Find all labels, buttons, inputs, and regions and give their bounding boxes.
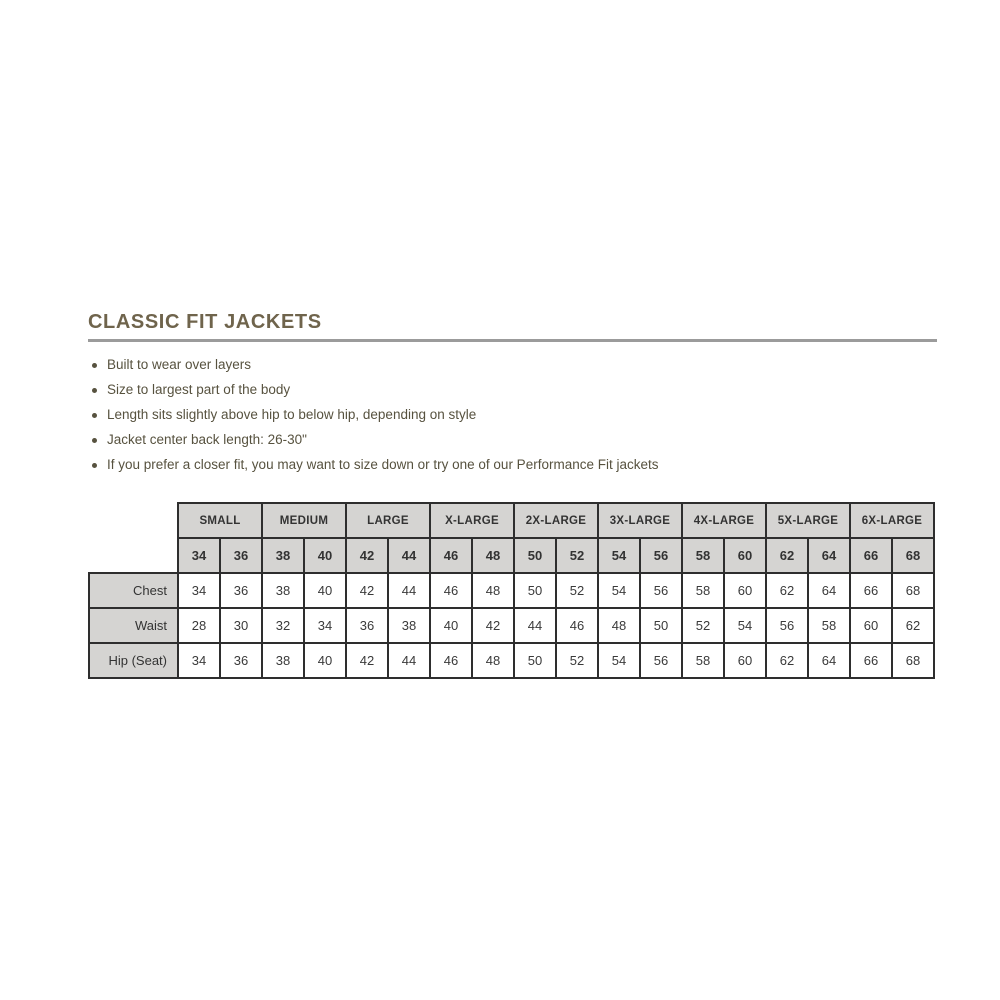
- row-label-cell: Hip (Seat): [89, 643, 178, 678]
- measurement-value-cell: 68: [892, 643, 934, 678]
- measurement-value-cell: 44: [514, 608, 556, 643]
- measurement-value-cell: 48: [598, 608, 640, 643]
- measurement-value-cell: 52: [682, 608, 724, 643]
- measurement-value-cell: 62: [766, 643, 808, 678]
- measurement-value-cell: 38: [262, 643, 304, 678]
- header-numeric-size-cell: 68: [892, 538, 934, 573]
- measurement-value-cell: 48: [472, 573, 514, 608]
- header-numeric-size-cell: 58: [682, 538, 724, 573]
- measurement-value-cell: 38: [388, 608, 430, 643]
- measurement-value-cell: 68: [892, 573, 934, 608]
- header-size-group-cell: X-LARGE: [430, 503, 514, 538]
- measurement-value-cell: 40: [430, 608, 472, 643]
- measurement-value-cell: 48: [472, 643, 514, 678]
- measurement-value-cell: 46: [556, 608, 598, 643]
- measurement-value-cell: 58: [808, 608, 850, 643]
- measurement-value-cell: 50: [514, 573, 556, 608]
- measurement-value-cell: 44: [388, 643, 430, 678]
- feature-item: Length sits slightly above hip to below hip, depending on style: [88, 408, 658, 422]
- header-numeric-size-cell: 52: [556, 538, 598, 573]
- measurement-value-cell: 56: [640, 573, 682, 608]
- measurement-value-cell: 38: [262, 573, 304, 608]
- measurement-value-cell: 46: [430, 573, 472, 608]
- header-size-group-cell: SMALL: [178, 503, 262, 538]
- measurement-value-cell: 34: [304, 608, 346, 643]
- measurement-value-cell: 50: [640, 608, 682, 643]
- table-corner-cell: [89, 503, 178, 573]
- header-numeric-size-cell: 60: [724, 538, 766, 573]
- measurement-value-cell: 52: [556, 573, 598, 608]
- header-size-group-cell: LARGE: [346, 503, 430, 538]
- measurement-value-cell: 34: [178, 643, 220, 678]
- measurement-value-cell: 30: [220, 608, 262, 643]
- header-numeric-size-cell: 44: [388, 538, 430, 573]
- measurement-value-cell: 66: [850, 573, 892, 608]
- measurement-value-cell: 54: [598, 643, 640, 678]
- feature-list: [88, 358, 658, 483]
- measurement-value-cell: 60: [724, 573, 766, 608]
- header-numeric-size-cell: 48: [472, 538, 514, 573]
- measurement-value-cell: 66: [850, 643, 892, 678]
- header-numeric-size-cell: 56: [640, 538, 682, 573]
- header-size-group-cell: 2X-LARGE: [514, 503, 598, 538]
- table-row: [89, 608, 934, 643]
- header-size-group-cell: 3X-LARGE: [598, 503, 682, 538]
- measurement-value-cell: 64: [808, 643, 850, 678]
- feature-item: Size to largest part of the body: [88, 383, 658, 397]
- header-numeric-size-cell: 66: [850, 538, 892, 573]
- measurement-value-cell: 52: [556, 643, 598, 678]
- measurement-value-cell: 60: [850, 608, 892, 643]
- measurement-value-cell: 64: [808, 573, 850, 608]
- measurement-value-cell: 58: [682, 573, 724, 608]
- measurement-value-cell: 36: [220, 643, 262, 678]
- measurement-value-cell: 44: [388, 573, 430, 608]
- feature-item: Built to wear over layers: [88, 358, 658, 372]
- measurement-value-cell: 34: [178, 573, 220, 608]
- measurement-value-cell: 62: [892, 608, 934, 643]
- measurement-value-cell: 50: [514, 643, 556, 678]
- row-label-cell: Waist: [89, 608, 178, 643]
- header-size-group-cell: 6X-LARGE: [850, 503, 934, 538]
- measurement-value-cell: 54: [598, 573, 640, 608]
- measurement-value-cell: 36: [346, 608, 388, 643]
- header-numeric-size-cell: 38: [262, 538, 304, 573]
- header-numeric-size-cell: 40: [304, 538, 346, 573]
- measurement-value-cell: 40: [304, 643, 346, 678]
- header-numeric-size-cell: 50: [514, 538, 556, 573]
- title-divider: [88, 339, 937, 342]
- row-label-cell: Chest: [89, 573, 178, 608]
- header-numeric-size-cell: 42: [346, 538, 388, 573]
- header-size-group-cell: 4X-LARGE: [682, 503, 766, 538]
- measurement-value-cell: 46: [430, 643, 472, 678]
- measurement-value-cell: 40: [304, 573, 346, 608]
- measurement-value-cell: 62: [766, 573, 808, 608]
- page-title: CLASSIC FIT JACKETS: [88, 311, 322, 333]
- header-numeric-size-cell: 54: [598, 538, 640, 573]
- header-size-group-cell: MEDIUM: [262, 503, 346, 538]
- header-numeric-size-cell: 46: [430, 538, 472, 573]
- table-row: [89, 643, 934, 678]
- header-numeric-size-cell: 34: [178, 538, 220, 573]
- measurement-value-cell: 42: [346, 573, 388, 608]
- feature-item: If you prefer a closer fit, you may want to size down or try one of our Performance Fit jackets: [88, 458, 658, 472]
- measurement-value-cell: 58: [682, 643, 724, 678]
- header-numeric-size-cell: 64: [808, 538, 850, 573]
- header-size-group-cell: 5X-LARGE: [766, 503, 850, 538]
- measurement-value-cell: 60: [724, 643, 766, 678]
- size-table: [88, 502, 935, 679]
- measurement-value-cell: 32: [262, 608, 304, 643]
- measurement-value-cell: 42: [472, 608, 514, 643]
- feature-item: Jacket center back length: 26-30": [88, 433, 658, 447]
- header-numeric-size-cell: 36: [220, 538, 262, 573]
- measurement-value-cell: 36: [220, 573, 262, 608]
- measurement-value-cell: 56: [640, 643, 682, 678]
- measurement-value-cell: 42: [346, 643, 388, 678]
- measurement-value-cell: 54: [724, 608, 766, 643]
- header-numeric-size-cell: 62: [766, 538, 808, 573]
- measurement-value-cell: 28: [178, 608, 220, 643]
- table-row: [89, 573, 934, 608]
- measurement-value-cell: 56: [766, 608, 808, 643]
